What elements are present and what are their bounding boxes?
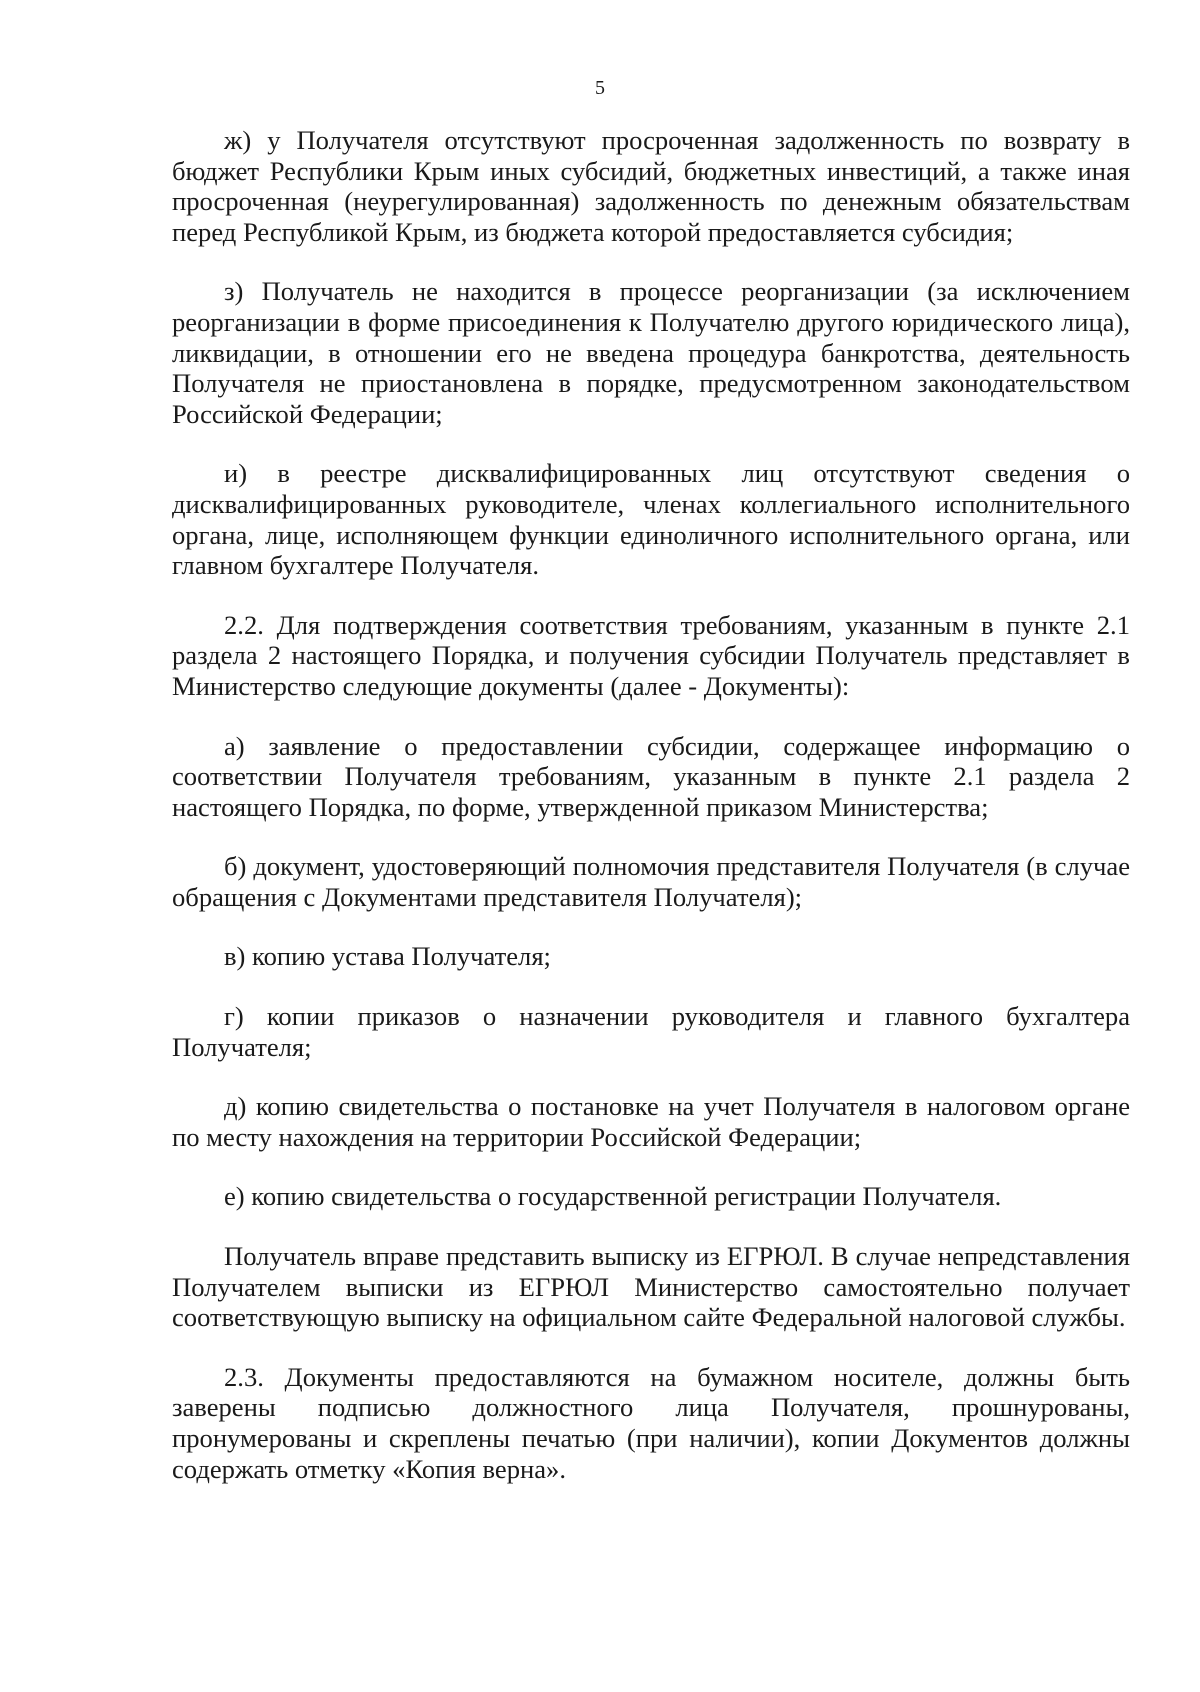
paragraph-e: е) копию свидетельства о государственной регистрации Получателя. (224, 1181, 1002, 1212)
paragraph-z: з) Получатель не находится в процессе реорганизации (за исключением реорганизации в форме присоединения к Получателю другого юридического лица), ликвидации, в отношении его не введена процедура банкротства, деятельность Получателя не приостановлена в порядке, предусмотренном законодательством Российской Федерации; (172, 276, 1130, 429)
paragraph-d: д) копию свидетельства о постановке на учет Получателя в налоговом органе по месту нахождения на территории Российской Федерации; (172, 1091, 1130, 1152)
paragraph-2-2: 2.2. Для подтверждения соответствия требованиям, указанным в пункте 2.1 раздела 2 настоящего Порядка, и получения субсидии Получатель представляет в Министерство следующие документы (далее - Документы): (172, 609, 1130, 701)
document-body (172, 125, 1130, 1484)
paragraph-i: и) в реестре дисквалифицированных лиц отсутствуют сведения о дисквалифицированных руководителе, членах коллегиального исполнительного органа, лице, исполняющем функции единоличного исполнительного органа, или главном бухгалтере Получателя. (172, 458, 1130, 581)
paragraph-a: а) заявление о предоставлении субсидии, содержащее информацию о соответствии Получателя требованиям, указанным в пункте 2.1 раздела 2 настоящего Порядка, по форме, утвержденной приказом Министерства; (172, 730, 1130, 822)
paragraph-g: г) копии приказов о назначении руководителя и главного бухгалтера Получателя; (172, 1001, 1130, 1062)
paragraph-b: б) документ, удостоверяющий полномочия представителя Получателя (в случае обращения с Документами представителя Получателя); (172, 851, 1130, 912)
paragraph-v: в) копию устава Получателя; (224, 941, 551, 972)
paragraph-zh: ж) у Получателя отсутствуют просроченная задолженность по возврату в бюджет Республики Крым иных субсидий, бюджетных инвестиций, а также иная просроченная (неурегулированная) задолженность по денежным обязательствам перед Республикой Крым, из бюджета которой предоставляется субсидия; (172, 125, 1130, 247)
paragraph-egrul: Получатель вправе представить выписку из ЕГРЮЛ. В случае непредставления Получателем выписки из ЕГРЮЛ Министерство самостоятельно получает соответствующую выписку на официальном сайте Федеральной налоговой службы. (172, 1241, 1130, 1333)
paragraph-2-3: 2.3. Документы предоставляются на бумажном носителе, должны быть заверены подписью должностного лица Получателя, прошнурованы, пронумерованы и скреплены печатью (при наличии), копии Документов должны содержать отметку «Копия верна». (172, 1361, 1130, 1484)
page-number: 5 (595, 77, 605, 99)
